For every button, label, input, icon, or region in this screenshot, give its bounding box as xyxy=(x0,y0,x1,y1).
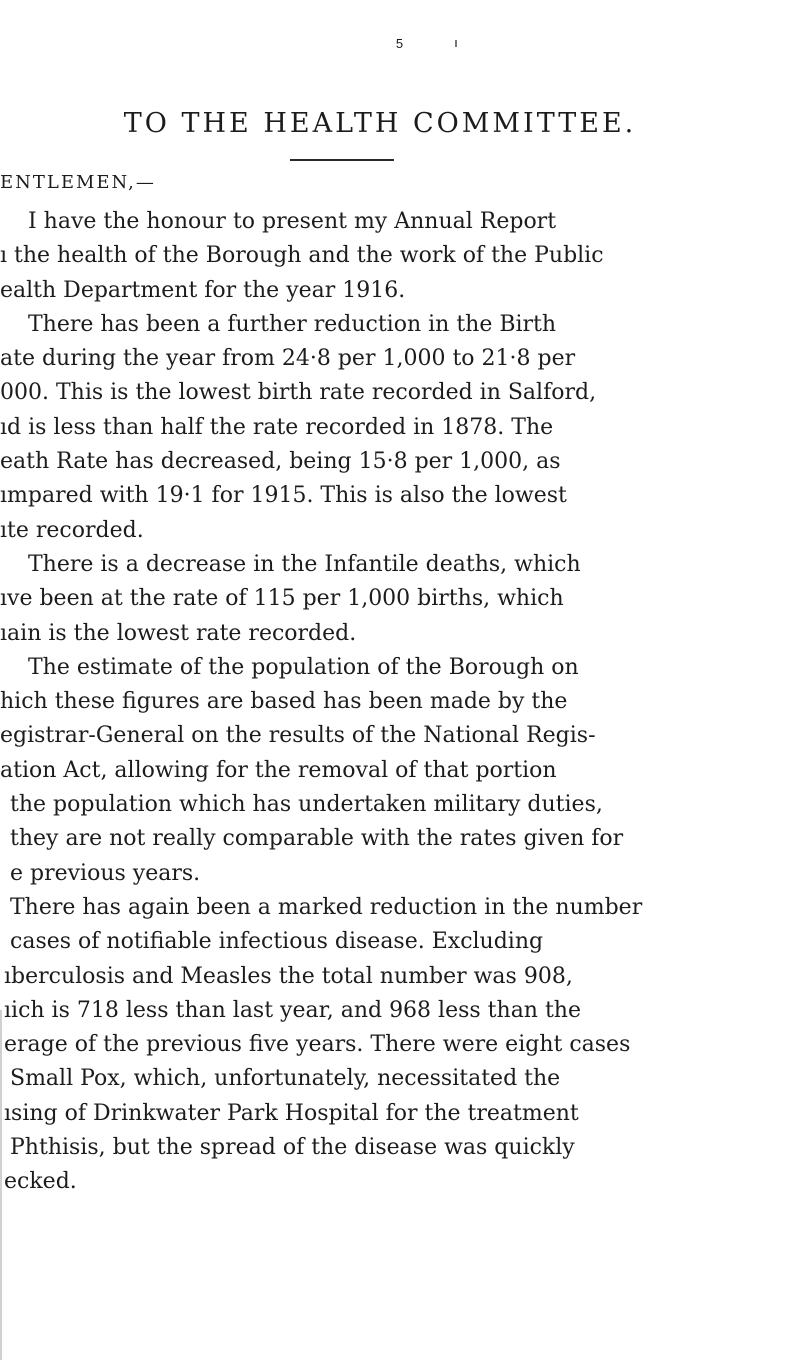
salutation: ENTLEMEN,— xyxy=(0,172,156,193)
body-line: ı the health of the Borough and the work of the Public xyxy=(0,243,604,269)
body-line: ation Act, allowing for the removal of that portion xyxy=(0,757,557,783)
body-line: ısing of Drinkwater Park Hospital for the treatment xyxy=(4,1100,579,1126)
report-body xyxy=(0,205,790,1200)
body-line: ecked. xyxy=(4,1169,77,1195)
body-line: e previous years. xyxy=(10,860,201,886)
body-line: cases of notifiable infectious disease. Excluding xyxy=(10,929,544,955)
body-line: Small Pox, which, unfortunately, necessitated the xyxy=(10,1066,561,1092)
margin-tick-mark xyxy=(455,40,457,47)
body-line: There has been a further reduction in the Birth xyxy=(28,311,557,337)
body-line: 000. This is the lowest birth rate recorded in Salford, xyxy=(0,380,597,406)
body-line: hich these figures are based has been made by the xyxy=(0,689,568,715)
body-line: erage of the previous five years. There were eight cases xyxy=(4,1032,631,1058)
body-line: ıte recorded. xyxy=(0,517,144,543)
body-line: The estimate of the population of the Borough on xyxy=(28,654,579,680)
body-line: There is a decrease in the Infantile deaths, which xyxy=(28,551,581,577)
document-title: TO THE HEALTH COMMITTEE. xyxy=(123,108,637,139)
binding-edge-shadow xyxy=(0,1010,2,1360)
body-line: I have the honour to present my Annual Report xyxy=(28,209,557,234)
body-line: ımpared with 19·1 for 1915. This is also the lowest xyxy=(0,483,567,509)
body-line: egistrar-General on the results of the National Regis- xyxy=(0,723,596,749)
body-line: eath Rate has decreased, being 15·8 per 1,000, as xyxy=(0,449,561,475)
body-line: ıain is the lowest rate recorded. xyxy=(0,620,357,646)
body-line: ıve been at the rate of 115 per 1,000 births, which xyxy=(0,586,564,612)
page-number: 5 xyxy=(395,36,405,51)
body-line: they are not really comparable with the rates given for xyxy=(10,826,624,852)
body-line: ıberculosis and Measles the total number was 908, xyxy=(4,963,573,989)
body-line: There has again been a marked reduction in the number xyxy=(10,894,643,920)
body-line: ate during the year from 24·8 per 1,000 to 21·8 per xyxy=(0,346,576,372)
title-underline-rule xyxy=(290,159,394,161)
body-line: ıd is less than half the rate recorded in 1878. The xyxy=(0,414,554,440)
body-line: the population which has undertaken military duties, xyxy=(10,792,603,818)
body-line: ıich is 718 less than last year, and 968 less than the xyxy=(4,997,581,1023)
body-line: Phthisis, but the spread of the disease was quickly xyxy=(10,1135,575,1161)
body-line: ealth Department for the year 1916. xyxy=(0,277,406,303)
